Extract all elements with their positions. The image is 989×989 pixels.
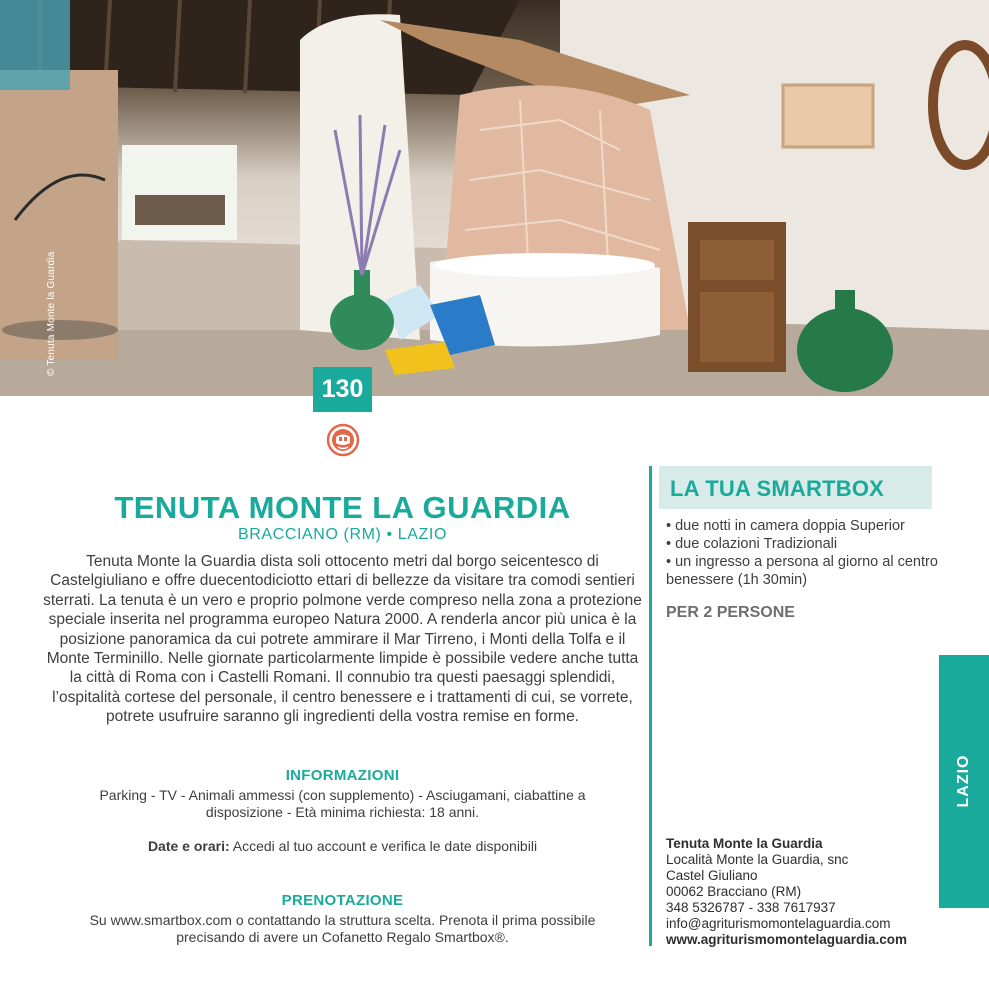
hotel-location: BRACCIANO (RM) • LAZIO (237, 526, 448, 543)
page-number-badge: 130 (313, 367, 372, 412)
photo-credit: © Tenuta Monte la Guardia (46, 251, 57, 376)
hero-photo (0, 0, 989, 396)
contact-block (666, 836, 907, 948)
contact-email[interactable]: info@agriturismomontelaguardia.com (666, 916, 891, 931)
booking-text: Su www.smartbox.com o contattando la struttura scelta. Prenota il prima possibile precisando di avere un Cofanetto Regalo Smartbox®. (89, 912, 596, 945)
list-item: • un ingresso a persona al giorno al centro benessere (1h 30min) (666, 554, 938, 588)
smartbox-heading: LA TUA SMARTBOX (670, 476, 885, 501)
smartbox-header (659, 466, 932, 509)
hotel-description: Tenuta Monte la Guardia dista soli ottocento metri dal borgo seicentesco di Castelgiuliano e offre duecentodiciotto ettari di bellezze da visitare tra comodi sentieri sterrati. La tenuta è un vero e proprio polmone verde compreso nella zona a protezione speciale inserita nel programma europeo Natura 2000. A renderla ancor più unica è la posizione panoramica da cui potrete ammirare il Mar Tirreno, i Monti della Tolfa e il Monte Terminillo. Nelle giornate particolarmente limpide è possibile vedere anche tutta la città di Roma con i Castelli Romani. Il connubio tra questi paesaggi splendidi, l’ospitalità cortese del personale, il centro benessere e i trattamenti di cui, se vorrete, potrete usufruire saranno gli ingredienti della vostra remise en forme. (43, 553, 642, 726)
region-tab (939, 655, 989, 908)
booking-heading: PRENOTAZIONE (281, 892, 404, 909)
list-item: • due notti in camera doppia Superior (666, 518, 905, 534)
dates-line (40, 838, 645, 855)
persons-label: PER 2 PERSONE (666, 604, 795, 621)
contact-name: Tenuta Monte la Guardia (666, 836, 823, 851)
hotel-name: TENUTA MONTE LA GUARDIA (114, 490, 571, 525)
contact-phone: 348 5326787 - 338 7617937 (666, 900, 836, 915)
contact-website[interactable]: www.agriturismomontelaguardia.com (666, 932, 908, 947)
spa-icon (326, 423, 360, 457)
list-item: • due colazioni Tradizionali (666, 536, 838, 552)
dates-text: Accedi al tuo account e verifica le date disponibili (232, 838, 538, 854)
contact-address1: Località Monte la Guardia, snc (666, 852, 849, 867)
dates-label: Date e orari: (147, 838, 230, 854)
info-heading: INFORMAZIONI (285, 767, 400, 784)
smartbox-list (666, 517, 946, 589)
contact-address3: 00062 Bracciano (RM) (666, 884, 802, 899)
room-illustration (0, 0, 989, 396)
column-divider (649, 466, 652, 946)
region-tab-label: LAZIO (955, 754, 972, 808)
contact-address2: Castel Giuliano (666, 868, 758, 883)
info-text: Parking - TV - Animali ammessi (con supplemento) - Asciugamani, ciabattine a disposizione - Età minima richiesta: 18 anni. (99, 787, 586, 820)
